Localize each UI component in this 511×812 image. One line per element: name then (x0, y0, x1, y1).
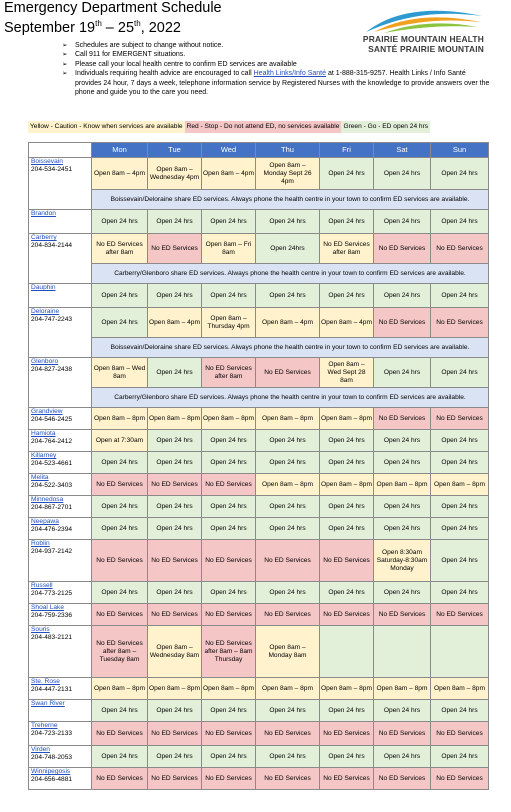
title-line-2: September 19th – 25th, 2022 (4, 19, 182, 36)
schedule-cell: Open 24 hrs (320, 158, 374, 190)
table-row (29, 700, 489, 722)
location-cell (29, 722, 92, 746)
schedule-cell: Open 24 hrs (92, 582, 148, 604)
location-link[interactable]: Treherne (31, 722, 58, 729)
location-phone: 204-827-2438 (31, 366, 73, 373)
schedule-cell: Open 24 hrs (148, 358, 202, 388)
schedule-cell: No ED Services (320, 768, 374, 790)
location-cell (29, 678, 92, 700)
location-phone: 204-747-2243 (31, 316, 73, 323)
schedule-cell: No ED Services (92, 474, 148, 496)
page-title (4, 0, 222, 36)
schedule-cell: Open 24 hrs (431, 496, 489, 518)
schedule-cell: No ED Services after 8am (202, 358, 256, 388)
location-phone: 204-834-2144 (31, 242, 73, 249)
schedule-cell: Open 24 hrs (374, 210, 431, 234)
shared-services-note-row (29, 264, 489, 284)
location-cell (29, 582, 92, 604)
schedule-cell: Open 8am – 4pm (320, 308, 374, 338)
schedule-cell: Open 24 hrs (92, 746, 148, 768)
location-phone: 204-723-2133 (31, 730, 73, 737)
location-cell (29, 158, 92, 210)
schedule-cell: No ED Services (374, 308, 431, 338)
schedule-cell: Open 24 hrs (374, 582, 431, 604)
schedule-cell: Open 8am – 8pm (374, 678, 431, 700)
schedule-cell: No ED Services (202, 768, 256, 790)
day-header: Tue (148, 143, 202, 158)
location-link[interactable]: Winnipegosis (31, 768, 71, 775)
schedule-cell: No ED Services (92, 768, 148, 790)
schedule-cell: Open 24 hrs (148, 582, 202, 604)
schedule-cell: No ED Services (374, 408, 431, 430)
schedule-cell: No ED Services (148, 768, 202, 790)
mountain-swoosh-icon (364, 6, 484, 34)
schedule-cell: Open 24 hrs (202, 210, 256, 234)
schedule-cell: Open 8am – 4pm (92, 158, 148, 190)
location-phone: 204-534-2451 (31, 166, 73, 173)
schedule-cell: No ED Services (92, 604, 148, 626)
schedule-cell: Open 24 hrs (374, 700, 431, 722)
location-phone: 204-937-2142 (31, 548, 73, 555)
location-cell (29, 604, 92, 626)
schedule-cell: Open 24 hrs (320, 582, 374, 604)
day-header: Mon (92, 143, 148, 158)
schedule-cell: Open 24 hrs (256, 700, 320, 722)
schedule-cell: Open 8am – 8pm (374, 474, 431, 496)
shared-services-note-row (29, 388, 489, 408)
location-phone: 204-773-2125 (31, 590, 73, 597)
note-item: ➢ Individuals requiring health advice are encouraged to call Health Links/Info Santé at 1-888-315-9257. Health Links / Info Santé provides 24 hour, 7 days a week, telephone information service by Registered Nurses with the knowledge to provide answers over the phone and guide you to the care you need. (62, 69, 492, 97)
day-header: Fri (320, 143, 374, 158)
schedule-cell: No ED Services (374, 604, 431, 626)
schedule-cell: No ED Services (202, 722, 256, 746)
schedule-cell: No ED Services (256, 358, 320, 388)
schedule-cell: Open 24 hrs (256, 210, 320, 234)
schedule-cell: No ED Services after 8am (92, 234, 148, 264)
shared-services-note: Carberry/Glenboro share ED services. Always phone the health centre in your town to confirm ED services are available. (92, 264, 489, 284)
location-phone: 204-656-4881 (31, 776, 73, 783)
schedule-cell: Open 24 hrs (92, 700, 148, 722)
schedule-cell: Open 8am – 8pm (148, 408, 202, 430)
schedule-cell: Open 24 hrs (431, 452, 489, 474)
location-link[interactable]: Deloraine (31, 308, 60, 315)
schedule-cell: No ED Services (374, 768, 431, 790)
schedule-cell: Open 8am – Monday 8am (256, 626, 320, 678)
location-cell (29, 210, 92, 234)
location-cell (29, 700, 92, 722)
color-legend (28, 121, 430, 133)
schedule-cell: Open 24 hrs (202, 452, 256, 474)
schedule-cell: No ED Services (92, 540, 148, 582)
schedule-cell: Open 24 hrs (431, 358, 489, 388)
schedule-cell: Open 24 hrs (431, 284, 489, 308)
schedule-cell: No ED Services (320, 722, 374, 746)
schedule-cell: No ED Services (431, 604, 489, 626)
schedule-cell: Open 24 hrs (92, 284, 148, 308)
table-row (29, 626, 489, 678)
day-header: Sun (431, 143, 489, 158)
schedule-cell: Open 24 hrs (320, 496, 374, 518)
schedule-cell: Open 24 hrs (431, 540, 489, 582)
schedule-cell: Open 24 hrs (92, 308, 148, 338)
location-phone: 204-546-2425 (31, 416, 73, 423)
table-row (29, 746, 489, 768)
location-cell (29, 452, 92, 474)
schedule-cell: Open 8am – 8pm (320, 474, 374, 496)
table-row (29, 284, 489, 308)
location-phone: 204-483-2121 (31, 634, 73, 641)
schedule-cell: Open 24 hrs (374, 746, 431, 768)
location-cell (29, 284, 92, 308)
logo-text-english: PRAIRIE MOUNTAIN HEALTH (362, 34, 484, 44)
schedule-cell: Open 8am – Wednesday 8am (148, 626, 202, 678)
schedule-cell: No ED Services (148, 474, 202, 496)
schedule-cell: Open 24 hrs (431, 700, 489, 722)
table-row (29, 452, 489, 474)
location-link[interactable]: Minnedosa (31, 496, 64, 503)
location-phone: 204-523-4661 (31, 460, 73, 467)
schedule-cell: Open 8am – 8pm (320, 408, 374, 430)
schedule-cell: Open 8am – 8pm (256, 678, 320, 700)
schedule-cell: Open 24 hrs (320, 210, 374, 234)
header-blank (29, 143, 92, 158)
schedule-cell: Open 8am – Thursday 4pm (202, 308, 256, 338)
shared-services-note: Carberry/Glenboro share ED services. Always phone the health centre in your town to confirm ED services are available. (92, 388, 489, 408)
schedule-cell: Open 24 hrs (92, 452, 148, 474)
schedule-cell: Open 8am – 8pm (256, 408, 320, 430)
schedule-cell: Open 24 hrs (256, 746, 320, 768)
schedule-cell: Open 24 hrs (374, 158, 431, 190)
schedule-cell: Open 24 hrs (92, 518, 148, 540)
schedule-cell: Open 8am – 8pm (202, 678, 256, 700)
schedule-cell: Open 24 hrs (256, 518, 320, 540)
schedule-cell: Open 8am – 8pm (431, 678, 489, 700)
location-link[interactable]: Brandon (31, 210, 56, 217)
table-row (29, 430, 489, 452)
schedule-cell: No ED Services (256, 722, 320, 746)
schedule-cell: Open 8am – 8pm (92, 678, 148, 700)
schedule-cell: No ED Services (148, 234, 202, 264)
schedule-cell: No ED Services after 8am – 8am Thursday (202, 626, 256, 678)
health-links-link[interactable]: Health Links/Info Santé (253, 70, 327, 78)
table-row (29, 408, 489, 430)
schedule-cell (431, 626, 489, 678)
schedule-cell: Open 8am – Wednesday 4pm (148, 158, 202, 190)
schedule-cell: Open 24 hrs (148, 430, 202, 452)
schedule-cell: Open 24 hrs (320, 452, 374, 474)
location-link[interactable]: Neepawa (31, 518, 59, 525)
schedule-cell: Open 24 hrs (431, 518, 489, 540)
schedule-cell: Open 24 hrs (320, 700, 374, 722)
schedule-cell: No ED Services (148, 540, 202, 582)
location-cell (29, 768, 92, 790)
schedule-cell: Open 24 hrs (148, 496, 202, 518)
schedule-cell: Open 24 hrs (148, 700, 202, 722)
schedule-cell: Open 8am – 8pm (320, 678, 374, 700)
location-phone: 204-764-2412 (31, 438, 73, 445)
schedule-cell: Open 24 hrs (202, 746, 256, 768)
schedule-cell: Open 24 hrs (374, 358, 431, 388)
shared-services-note: Boissevain/Deloraine share ED services. Always phone the health centre in your town to confirm ED services are available. (92, 338, 489, 358)
schedule-cell: Open 24 hrs (374, 518, 431, 540)
schedule-cell: Open 8am – 8pm (148, 678, 202, 700)
schedule-cell: No ED Services (256, 768, 320, 790)
schedule-cell: Open 24 hrs (148, 210, 202, 234)
logo-text-french: SANTÉ PRAIRIE MOUNTAIN (368, 44, 484, 54)
schedule-cell: Open 8:30am Saturday-8:30am Monday (374, 540, 431, 582)
location-link[interactable]: Virden (31, 746, 50, 753)
schedule-cell: Open 24 hrs (431, 430, 489, 452)
schedule-cell: No ED Services after 8am – Tuesday 8am (92, 626, 148, 678)
schedule-cell: Open 24 hrs (148, 452, 202, 474)
location-link[interactable]: Shoal Lake (31, 604, 64, 611)
location-phone: 204-759-2336 (31, 612, 73, 619)
schedule-cell: Open 24 hrs (374, 452, 431, 474)
location-link[interactable]: Souris (31, 626, 50, 633)
day-header: Wed (202, 143, 256, 158)
schedule-cell: Open 24 hrs (374, 284, 431, 308)
table-header-row (29, 143, 489, 158)
table-row (29, 496, 489, 518)
location-cell (29, 358, 92, 408)
schedule-cell: Open 24hrs (256, 234, 320, 264)
table-row (29, 768, 489, 790)
location-link[interactable]: Killarney (31, 452, 57, 459)
location-phone: 204-447-2131 (31, 686, 73, 693)
location-cell (29, 474, 92, 496)
schedule-cell: No ED Services (374, 722, 431, 746)
schedule-cell: Open 8am – 4pm (148, 308, 202, 338)
schedule-cell: Open at 7:30am (92, 430, 148, 452)
schedule-cell: No ED Services after 8am (320, 234, 374, 264)
schedule-cell: Open 8am – Monday Sept 26 4pm (256, 158, 320, 190)
table-row (29, 518, 489, 540)
table-row (29, 604, 489, 626)
table-row (29, 722, 489, 746)
location-phone: 204-476-2394 (31, 526, 73, 533)
schedule-cell: Open 24 hrs (374, 430, 431, 452)
schedule-cell: Open 8am – Fri 8am (202, 234, 256, 264)
schedule-cell: Open 24 hrs (431, 158, 489, 190)
schedule-cell: Open 8am – 8pm (202, 408, 256, 430)
table-row (29, 540, 489, 582)
schedule-cell: Open 24 hrs (431, 210, 489, 234)
schedule-cell: No ED Services (431, 722, 489, 746)
location-link[interactable]: Glenboro (31, 358, 59, 365)
schedule-cell: Open 24 hrs (256, 284, 320, 308)
schedule-cell: No ED Services (202, 604, 256, 626)
location-link[interactable]: Swan River (31, 700, 65, 707)
table-row (29, 210, 489, 234)
location-phone: 204-522-3403 (31, 482, 73, 489)
schedule-cell: Open 24 hrs (256, 496, 320, 518)
location-phone: 204-748-2053 (31, 754, 73, 761)
location-cell (29, 746, 92, 768)
shared-services-note-row (29, 190, 489, 210)
legend-green: Green - Go - ED open 24 hrs (341, 121, 430, 133)
schedule-cell: Open 24 hrs (320, 284, 374, 308)
schedule-cell (320, 626, 374, 678)
location-cell (29, 496, 92, 518)
shared-services-note-row (29, 338, 489, 358)
location-cell (29, 518, 92, 540)
day-header: Sat (374, 143, 431, 158)
schedule-table (28, 142, 489, 790)
table-row (29, 308, 489, 338)
table-row (29, 358, 489, 388)
note-item: ➢ Please call your local health centre to confirm ED services are available (62, 60, 492, 69)
schedule-cell: Open 24 hrs (92, 210, 148, 234)
schedule-body (29, 158, 489, 790)
location-link[interactable]: Melita (31, 474, 49, 481)
schedule-cell: Open 8am – Wed 8am (92, 358, 148, 388)
schedule-cell: No ED Services (431, 234, 489, 264)
table-row (29, 474, 489, 496)
location-link[interactable]: Russell (31, 582, 53, 589)
schedule-cell: No ED Services (320, 540, 374, 582)
location-link[interactable]: Hamiota (31, 430, 56, 437)
location-link[interactable]: Grandview (31, 408, 63, 415)
schedule-cell: Open 8am – 4pm (256, 308, 320, 338)
schedule-cell: No ED Services (92, 722, 148, 746)
schedule-cell: Open 24 hrs (256, 452, 320, 474)
notes-list (62, 41, 492, 97)
schedule-cell: Open 24 hrs (202, 284, 256, 308)
location-link[interactable]: Ste. Rose (31, 678, 60, 685)
location-link[interactable]: Carberry (31, 234, 57, 241)
location-link[interactable]: Roblin (31, 540, 50, 547)
note-item: ➢ Schedules are subject to change without notice. (62, 41, 492, 50)
day-header: Thu (256, 143, 320, 158)
schedule-cell: Open 24 hrs (374, 496, 431, 518)
schedule-cell: Open 8am – 4pm (202, 158, 256, 190)
schedule-cell: Open 24 hrs (431, 746, 489, 768)
schedule-cell: Open 24 hrs (320, 746, 374, 768)
location-phone: 204-867-2701 (31, 504, 73, 511)
schedule-cell: No ED Services (148, 722, 202, 746)
table-row (29, 158, 489, 190)
schedule-cell: Open 24 hrs (256, 582, 320, 604)
schedule-cell: No ED Services (202, 474, 256, 496)
schedule-cell: No ED Services (148, 604, 202, 626)
location-cell (29, 234, 92, 284)
schedule-cell (374, 626, 431, 678)
schedule-cell: Open 24 hrs (148, 746, 202, 768)
table-row (29, 234, 489, 264)
schedule-cell: Open 8am – 8pm (431, 474, 489, 496)
location-cell (29, 540, 92, 582)
legend-yellow: Yellow - Caution - Know when services are available (28, 121, 185, 133)
schedule-cell: Open 24 hrs (320, 430, 374, 452)
schedule-cell: Open 24 hrs (431, 582, 489, 604)
schedule-cell: Open 24 hrs (148, 518, 202, 540)
schedule-cell: Open 8am – Wed Sept 28 8am (320, 358, 374, 388)
schedule-cell: No ED Services (374, 234, 431, 264)
schedule-cell: No ED Services (256, 604, 320, 626)
schedule-cell: Open 8am – 8pm (256, 474, 320, 496)
location-cell (29, 308, 92, 358)
location-link[interactable]: Boissevain (31, 158, 63, 165)
schedule-cell: Open 24 hrs (202, 430, 256, 452)
schedule-cell: No ED Services (202, 540, 256, 582)
schedule-cell: No ED Services (320, 604, 374, 626)
schedule-cell: Open 24 hrs (202, 518, 256, 540)
schedule-cell: No ED Services (256, 540, 320, 582)
location-cell (29, 626, 92, 678)
schedule-cell: Open 24 hrs (92, 496, 148, 518)
table-row (29, 678, 489, 700)
schedule-cell: Open 24 hrs (256, 430, 320, 452)
shared-services-note: Boissevain/Deloraine share ED services. Always phone the health centre in your town to confirm ED services are available. (92, 190, 489, 210)
location-cell (29, 408, 92, 430)
schedule-cell: No ED Services (431, 408, 489, 430)
note-item: ➢ Call 911 for EMERGENT situations. (62, 50, 492, 59)
schedule-cell: Open 24 hrs (202, 700, 256, 722)
schedule-cell: Open 8am – 8pm (92, 408, 148, 430)
table-row (29, 582, 489, 604)
title-line-1: Emergency Department Schedule (4, 0, 222, 16)
schedule-cell: Open 24 hrs (202, 496, 256, 518)
location-link[interactable]: Dauphin (31, 284, 56, 291)
schedule-cell: Open 24 hrs (148, 284, 202, 308)
schedule-cell: Open 24 hrs (202, 582, 256, 604)
schedule-cell: Open 24 hrs (320, 518, 374, 540)
schedule-cell: No ED Services (431, 308, 489, 338)
location-cell (29, 430, 92, 452)
legend-red: Red - Stop - Do not attend ED, no services available (185, 121, 342, 133)
schedule-cell: No ED Services (431, 768, 489, 790)
